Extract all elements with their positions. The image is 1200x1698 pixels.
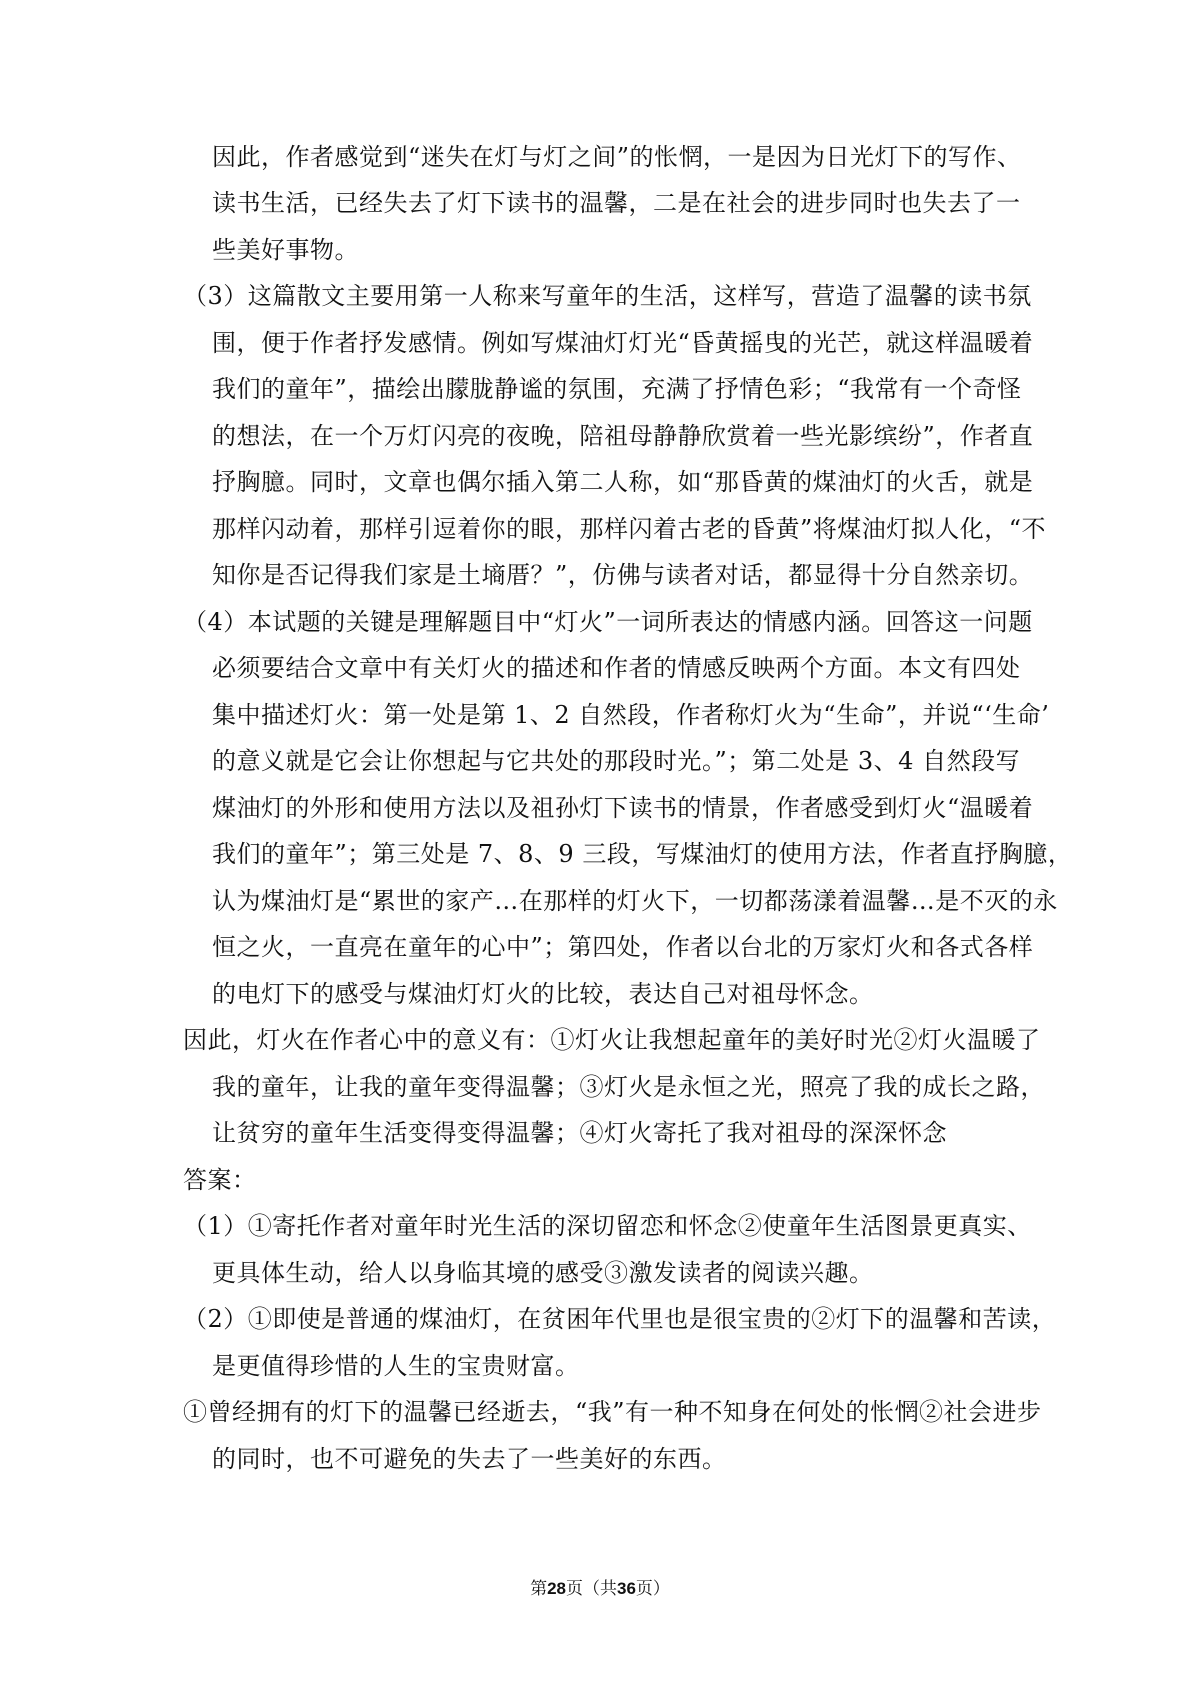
text-line: 我们的童年”，描绘出朦胧静谧的氛围，充满了抒情色彩；“我常有一个奇怪 xyxy=(212,375,1022,403)
text-line: 的想法，在一个万灯闪亮的夜晚，陪祖母静静欣赏着一些光影缤纷”，作者直 xyxy=(212,422,1034,450)
page-number-footer xyxy=(0,1577,1200,1601)
footer-prefix: 第 xyxy=(530,1579,548,1599)
text-line: （2）①即使是普通的煤油灯，在贫困年代里也是很宝贵的②灯下的温馨和苦读， xyxy=(183,1305,1057,1333)
text-line: 那样闪动着，那样引逗着你的眼，那样闪着古老的昏黄”将煤油灯拟人化，“不 xyxy=(212,515,1047,543)
text-line: 的意义就是它会让你想起与它共处的那段时光。”；第二处是 3、4 自然段写 xyxy=(212,747,1021,775)
text-line: 因此，灯火在作者心中的意义有：①灯火让我想起童年的美好时光②灯火温暖了 xyxy=(183,1026,1041,1054)
text-line: 些美好事物。 xyxy=(212,236,359,264)
text-line: 是更值得珍惜的人生的宝贵财富。 xyxy=(212,1352,580,1380)
footer-suffix: 页） xyxy=(635,1579,670,1599)
text-line: 读书生活，已经失去了灯下读书的温馨，二是在社会的进步同时也失去了一 xyxy=(212,189,1021,217)
text-line: 因此，作者感觉到“迷失在灯与灯之间”的怅惘，一是因为日光灯下的写作、 xyxy=(212,143,1022,171)
text-line: 我的童年，让我的童年变得温馨；③灯火是永恒之光，照亮了我的成长之路， xyxy=(212,1073,1045,1101)
text-line: 恒之火，一直亮在童年的心中”；第四处，作者以台北的万家灯火和各式各样 xyxy=(212,933,1034,961)
total-page-number: 36 xyxy=(617,1579,636,1598)
text-line: 的电灯下的感受与煤油灯灯火的比较，表达自己对祖母怀念。 xyxy=(212,980,874,1008)
text-line: 煤油灯的外形和使用方法以及祖孙灯下读书的情景，作者感受到灯火“温暖着 xyxy=(212,794,1034,822)
text-line: （4）本试题的关键是理解题目中“灯火”一词所表达的情感内涵。回答这一问题 xyxy=(183,608,1033,636)
text-line: 知你是否记得我们家是土墒厝？”，仿佛与读者对话，都显得十分自然亲切。 xyxy=(212,561,1034,589)
text-line: 让贫穷的童年生活变得变得温馨；④灯火寄托了我对祖母的深深怀念 xyxy=(212,1119,947,1147)
text-line: （3）这篇散文主要用第一人称来写童年的生活，这样写，营造了温馨的读书氛 xyxy=(183,282,1032,310)
answer-heading: 答案： xyxy=(183,1166,257,1194)
text-line: ①曾经拥有的灯下的温馨已经逝去，“我”有一种不知身在何处的怅惘②社会进步 xyxy=(183,1398,1042,1426)
text-line: 我们的童年”；第三处是 7、8、9 三段，写煤油灯的使用方法，作者直抒胸臆， xyxy=(212,840,1073,868)
text-line: 的同时，也不可避免的失去了一些美好的东西。 xyxy=(212,1445,727,1473)
text-line: 必须要结合文章中有关灯火的描述和作者的情感反映两个方面。本文有四处 xyxy=(212,654,1021,682)
text-line: 更具体生动，给人以身临其境的感受③激发读者的阅读兴趣。 xyxy=(212,1259,874,1287)
text-line: 抒胸臆。同时，文章也偶尔插入第二人称，如“那昏黄的煤油灯的火舌，就是 xyxy=(212,468,1034,496)
text-line: （1）①寄托作者对童年时光生活的深切留恋和怀念②使童年生活图景更真实、 xyxy=(183,1212,1032,1240)
text-line: 认为煤油灯是“累世的家产…在那样的灯火下，一切都荡漾着温馨…是不灭的永 xyxy=(212,887,1058,915)
current-page-number: 28 xyxy=(547,1579,566,1598)
footer-middle: 页（共 xyxy=(566,1579,617,1599)
text-line: 集中描述灯火：第一处是第 1、2 自然段，作者称灯火为“生命”，并说“‘生命’ xyxy=(212,701,1050,729)
text-line: 围，便于作者抒发感情。例如写煤油灯灯光“昏黄摇曳的光芒，就这样温暖着 xyxy=(212,329,1034,357)
